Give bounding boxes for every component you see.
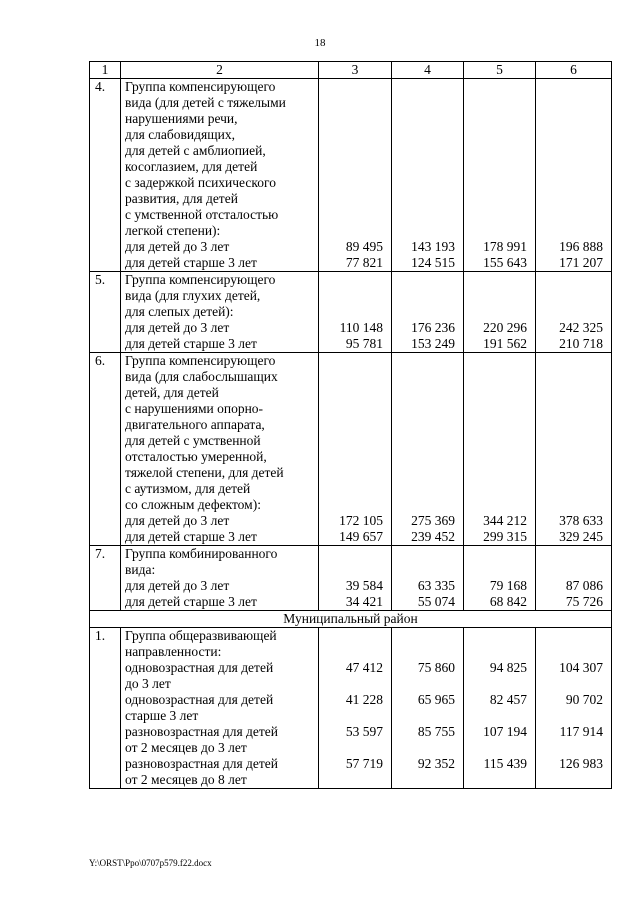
description-line: вида (для детей с тяжелыми: [125, 95, 286, 110]
value-cell: 75 860: [417, 660, 455, 675]
description-line: для слепых детей):: [125, 304, 234, 319]
value-cell: 275 369: [411, 513, 455, 528]
header-cell: 2: [121, 62, 319, 79]
description-line: тяжелой степени, для детей: [125, 465, 284, 480]
value-cell: 191 562: [483, 336, 527, 351]
value-col3: [319, 272, 392, 353]
description-line: нарушениями речи,: [125, 111, 238, 126]
header-cell: 3: [319, 62, 392, 79]
file-path-footer: Y:\ORST\Ppo\0707p579.f22.docx: [89, 858, 212, 868]
value-cell: 47 412: [345, 660, 383, 675]
description-line: разновозрастная для детей: [125, 724, 279, 739]
value-cell: 110 148: [339, 320, 383, 335]
value-col4: [392, 79, 464, 272]
groups-body: [90, 79, 612, 611]
row-number: 5.: [90, 272, 121, 353]
description-line: легкой степени):: [125, 223, 221, 238]
value-cell: 94 825: [489, 660, 527, 675]
value-cell: 79 168: [489, 578, 527, 593]
description-line: одновозрастная для детей: [125, 692, 274, 707]
value-col6: [536, 628, 612, 789]
description-line: до 3 лет: [125, 676, 171, 691]
description-line: для детей с умственной: [125, 433, 261, 448]
description-line: для детей старше 3 лет: [125, 594, 257, 609]
value-col3: [319, 79, 392, 272]
value-cell: 196 888: [559, 239, 603, 254]
description-line: с умственной отсталостью: [125, 207, 279, 222]
description-line: со сложным дефектом):: [125, 497, 261, 512]
description-line: вида:: [125, 562, 156, 577]
description-line: Группа общеразвивающей: [125, 628, 277, 643]
description-line: с аутизмом, для детей: [125, 481, 251, 496]
value-cell: 178 991: [483, 239, 527, 254]
value-col4: [392, 272, 464, 353]
row-number: 4.: [90, 79, 121, 272]
value-cell: 210 718: [559, 336, 603, 351]
description-line: с задержкой психического: [125, 175, 276, 190]
value-cell: 65 965: [417, 692, 455, 707]
value-cell: 34 421: [345, 594, 383, 609]
tariff-table: [89, 61, 612, 789]
table-row: [90, 628, 612, 789]
description-line: детей, для детей: [125, 385, 219, 400]
value-col5: [464, 546, 536, 611]
description-line: для детей до 3 лет: [125, 513, 230, 528]
value-col6: [536, 546, 612, 611]
table-row: [90, 79, 612, 272]
value-cell: 82 457: [489, 692, 527, 707]
header-cell: 6: [536, 62, 612, 79]
value-cell: 39 584: [345, 578, 383, 593]
description-line: одновозрастная для детей: [125, 660, 274, 675]
value-cell: 104 307: [559, 660, 603, 675]
value-col5: [464, 272, 536, 353]
value-cell: 68 842: [489, 594, 527, 609]
value-col5: [464, 79, 536, 272]
header-cell: 5: [464, 62, 536, 79]
value-cell: 55 074: [417, 594, 455, 609]
value-cell: 149 657: [339, 529, 383, 544]
description-line: для детей старше 3 лет: [125, 336, 257, 351]
value-cell: 239 452: [411, 529, 455, 544]
value-cell: 63 335: [417, 578, 455, 593]
value-cell: 115 439: [483, 756, 527, 771]
description-line: разновозрастная для детей: [125, 756, 279, 771]
value-col4: [392, 353, 464, 546]
row-description: [121, 546, 319, 611]
value-cell: 143 193: [411, 239, 455, 254]
description-line: вида (для глухих детей,: [125, 288, 261, 303]
value-col6: [536, 272, 612, 353]
value-cell: 176 236: [411, 320, 455, 335]
description-line: для детей старше 3 лет: [125, 255, 257, 270]
description-line: от 2 месяцев до 3 лет: [125, 740, 247, 755]
value-cell: 124 515: [411, 255, 455, 270]
table-header-row: [90, 62, 612, 79]
page-number: 18: [314, 37, 326, 49]
row-number: 7.: [90, 546, 121, 611]
description-line: для слабовидящих,: [125, 127, 235, 142]
value-cell: 90 702: [565, 692, 603, 707]
value-cell: 171 207: [559, 255, 603, 270]
value-cell: 172 105: [339, 513, 383, 528]
value-col3: [319, 353, 392, 546]
header-cell: 1: [90, 62, 121, 79]
row-description: [121, 353, 319, 546]
section-title: Муниципальный район: [90, 611, 612, 628]
value-col4: [392, 546, 464, 611]
description-line: вида (для слабослышащих: [125, 369, 278, 384]
description-line: развития, для детей: [125, 191, 238, 206]
row-description: [121, 272, 319, 353]
description-line: Группа комбинированного: [125, 546, 278, 561]
section-row: [90, 611, 612, 628]
value-cell: 153 249: [411, 336, 455, 351]
value-cell: 75 726: [565, 594, 603, 609]
description-line: отсталостью умеренной,: [125, 449, 267, 464]
value-col5: [464, 628, 536, 789]
value-col3: [319, 546, 392, 611]
description-line: с нарушениями опорно-: [125, 401, 264, 416]
row-description: [121, 628, 319, 789]
value-col6: [536, 353, 612, 546]
table-row: [90, 353, 612, 546]
description-line: для детей до 3 лет: [125, 320, 230, 335]
value-cell: 89 495: [345, 239, 383, 254]
value-cell: 107 194: [483, 724, 527, 739]
value-col6: [536, 79, 612, 272]
description-line: для детей с амблиопией,: [125, 143, 266, 158]
value-cell: 242 325: [559, 320, 603, 335]
value-cell: 85 755: [417, 724, 455, 739]
value-cell: 77 821: [345, 255, 383, 270]
description-line: Группа компенсирующего: [125, 353, 276, 368]
value-cell: 53 597: [345, 724, 383, 739]
description-line: старше 3 лет: [125, 708, 199, 723]
value-cell: 117 914: [559, 724, 603, 739]
value-col4: [392, 628, 464, 789]
description-line: косоглазием, для детей: [125, 159, 258, 174]
value-cell: 155 643: [483, 255, 527, 270]
value-col5: [464, 353, 536, 546]
value-cell: 126 983: [559, 756, 603, 771]
description-line: для детей до 3 лет: [125, 578, 230, 593]
description-line: для детей старше 3 лет: [125, 529, 257, 544]
row-description: [121, 79, 319, 272]
value-cell: 344 212: [483, 513, 527, 528]
table-row: [90, 546, 612, 611]
value-cell: 220 296: [483, 320, 527, 335]
table-row: [90, 272, 612, 353]
row-number: 6.: [90, 353, 121, 546]
value-cell: 41 228: [345, 692, 383, 707]
row-number: 1.: [90, 628, 121, 789]
value-cell: 378 633: [559, 513, 603, 528]
description-line: от 2 месяцев до 8 лет: [125, 772, 247, 787]
description-line: направленности:: [125, 644, 222, 659]
description-line: двигательного аппарата,: [125, 417, 265, 432]
description-line: Группа компенсирующего: [125, 79, 276, 94]
value-col3: [319, 628, 392, 789]
value-cell: 95 781: [345, 336, 383, 351]
value-cell: 329 245: [559, 529, 603, 544]
value-cell: 92 352: [417, 756, 455, 771]
description-line: Группа компенсирующего: [125, 272, 276, 287]
header-cell: 4: [392, 62, 464, 79]
value-cell: 299 315: [483, 529, 527, 544]
value-cell: 57 719: [345, 756, 383, 771]
value-cell: 87 086: [565, 578, 603, 593]
description-line: для детей до 3 лет: [125, 239, 230, 254]
